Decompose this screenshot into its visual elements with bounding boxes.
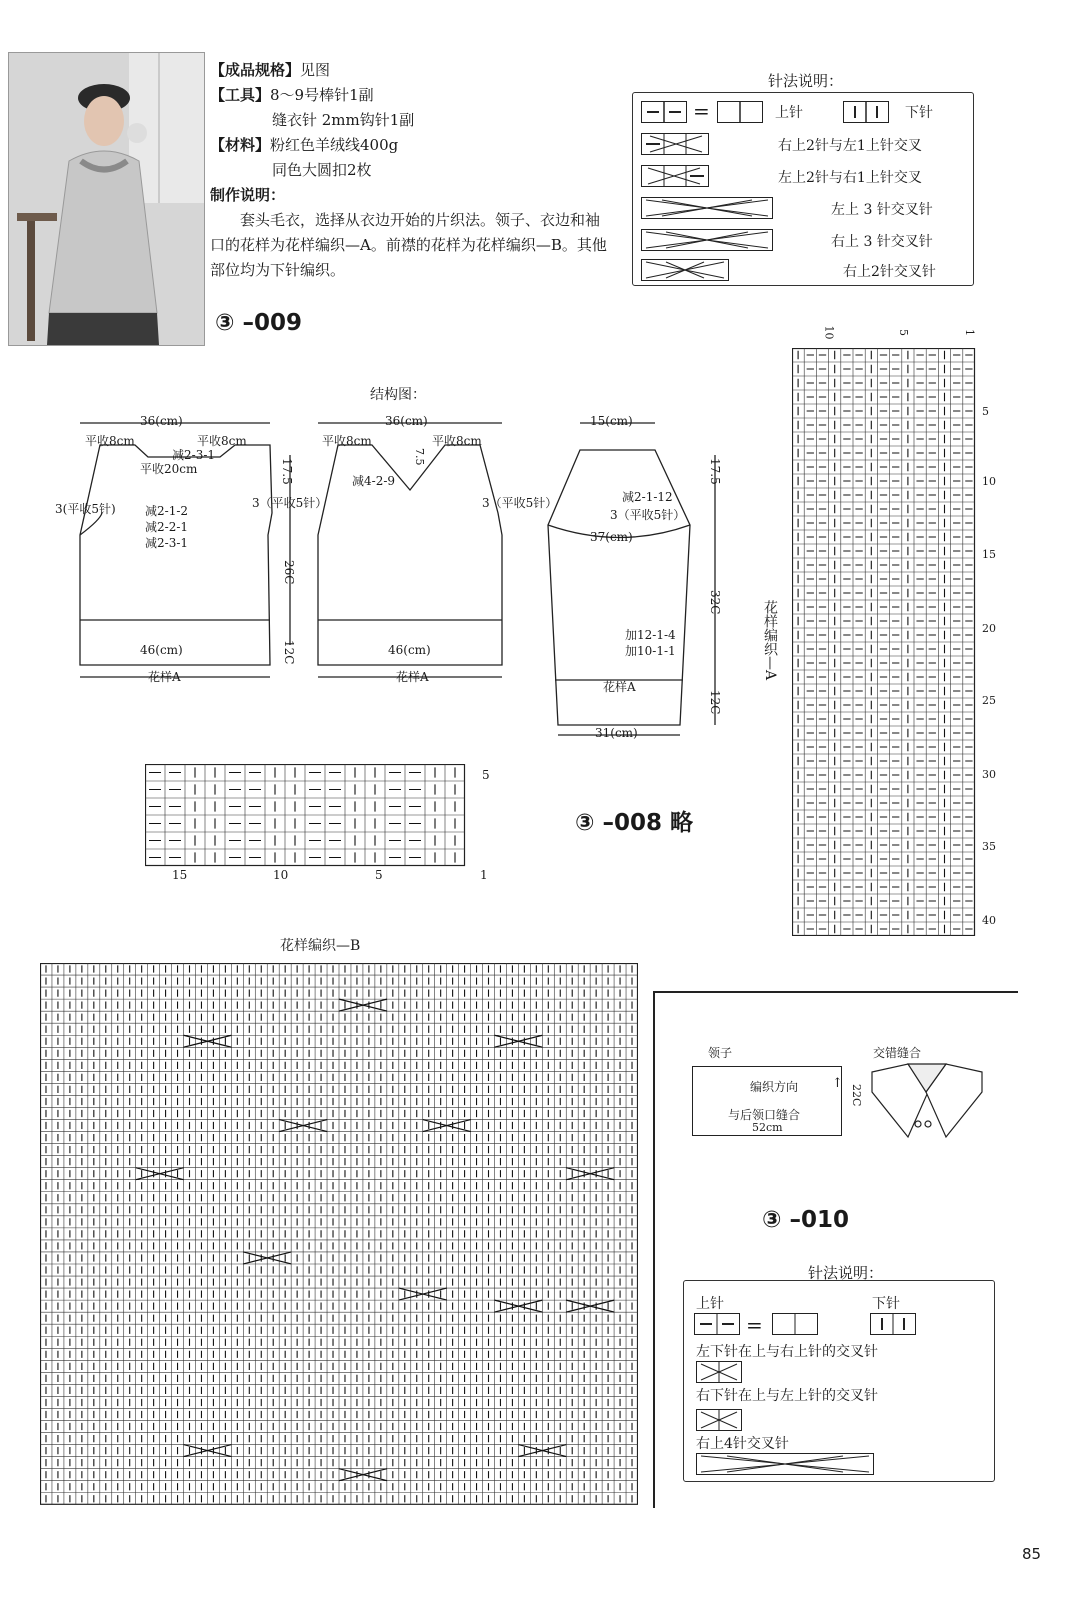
legend-b-cross-2: 右下针在上与左上针的交叉针 <box>696 1388 878 1404</box>
blank-symbol <box>717 101 763 123</box>
back-height-top: 17.5 <box>280 458 294 485</box>
small-grid-label-10: 10 <box>273 868 289 882</box>
collar-crossing-drawing <box>868 1062 986 1142</box>
back-neck-dec: 减2-3-1 <box>172 448 216 462</box>
back-dec-2: 减2-2-1 <box>145 520 189 534</box>
small-grid-label-15: 15 <box>172 868 188 882</box>
pattern-a-side-10: 10 <box>982 475 996 488</box>
pattern-a-side-30: 30 <box>982 768 996 781</box>
front-shoulder-l: 平收8cm <box>322 434 372 448</box>
instructions-title: 制作说明： <box>210 186 286 204</box>
small-grid-label-1: 1 <box>480 868 488 882</box>
cross-symbol-b3 <box>696 1453 874 1475</box>
small-grid-label-5: 5 <box>375 868 383 882</box>
back-width-bottom: 46(cm) <box>140 643 183 657</box>
back-rib-label: 花样A <box>148 670 181 684</box>
pattern-a-side-5: 5 <box>982 405 989 418</box>
front-width-top: 36(cm) <box>385 414 428 428</box>
back-armhole-r: 3（平收5针） <box>252 496 328 510</box>
sleeve-height-rib: 12C <box>708 690 722 715</box>
sleeve-height-cap: 17.5 <box>708 458 722 485</box>
tools-line1: 8～9号棒针1副 <box>270 86 374 104</box>
legend-top-box <box>632 92 974 286</box>
page-number: 85 <box>1022 1545 1042 1563</box>
back-armhole-l: 3(平收5针) <box>55 502 116 516</box>
legend-b-knit: 下针 <box>872 1296 900 1312</box>
sleeve-width-bottom: 31(cm) <box>595 726 638 740</box>
legend-cross-3: 左上 3 针交叉针 <box>831 202 933 218</box>
collar-width: 52cm <box>752 1121 783 1134</box>
cross-r3-symbol <box>641 229 773 251</box>
spec-value: 见图 <box>300 61 331 79</box>
knit-symbol <box>843 101 889 123</box>
legend-b-purl: 上针 <box>696 1296 724 1312</box>
legend-cross-4: 右上 3 针交叉针 <box>831 234 933 250</box>
sleeve-width-top: 15(cm) <box>590 414 633 428</box>
legend-knit: 下针 <box>905 105 933 121</box>
tools-label: 【工具】 <box>210 86 271 104</box>
materials-label: 【材料】 <box>210 136 271 154</box>
front-v-dec: 减4-2-9 <box>352 474 396 488</box>
pattern-a-top-label-10: 10 <box>822 325 836 340</box>
pattern-a-side-35: 35 <box>982 840 996 853</box>
cross-r2-symbol <box>641 259 729 281</box>
pattern-a-side-20: 20 <box>982 622 996 635</box>
cross-symbol-b1 <box>696 1361 742 1383</box>
back-shoulder-l: 平收8cm <box>85 434 135 448</box>
pattern-a-side-15: 15 <box>982 548 996 561</box>
legend-b-cross-3: 右上4针交叉针 <box>696 1436 789 1452</box>
front-shoulder-r: 平收8cm <box>432 434 482 448</box>
purl-symbol-b <box>694 1313 740 1335</box>
blank-symbol-b <box>772 1313 818 1335</box>
front-armhole-r: 3（平收5针） <box>482 496 558 510</box>
legend-bottom-title: 针法说明： <box>808 1264 884 1282</box>
equals-sign-b: = <box>746 1313 763 1337</box>
pattern-a-top-label-5: 5 <box>897 329 910 336</box>
pattern-id-008: ③ –008 略 <box>575 810 693 836</box>
pattern-id-009: ③ –009 <box>215 310 302 336</box>
equals-sign: = <box>693 99 710 123</box>
sleeve-armhole: 3（平收5针） <box>610 508 686 522</box>
front-width-bottom: 46(cm) <box>388 643 431 657</box>
structure-title: 结构图： <box>370 387 426 403</box>
collar-label: 领子 <box>708 1046 733 1060</box>
legend-b-cross-1: 左下针在上与右上针的交叉针 <box>696 1344 878 1360</box>
back-shoulder-r: 平收8cm <box>197 434 247 448</box>
pattern-a-side-25: 25 <box>982 694 996 707</box>
sleeve-height-body: 32C <box>708 590 722 615</box>
legend-cross-1: 右上2针与左1上针交叉 <box>778 138 922 154</box>
collar-height: 22C <box>850 1084 863 1107</box>
pattern-id-010: ③ –010 <box>762 1207 849 1233</box>
pattern-a-title: 花样编织—A <box>762 600 778 681</box>
back-height-body: 26C <box>282 560 296 585</box>
pattern-a-side-40: 40 <box>982 914 996 927</box>
legend-purl: 上针 <box>775 105 803 121</box>
sleeve-cap-dec: 减2-1-12 <box>622 490 673 504</box>
cross-l3-symbol <box>641 197 773 219</box>
back-height-rib: 12C <box>282 640 296 665</box>
sleeve-width-mid: 37(cm) <box>590 530 633 544</box>
back-width-top: 36(cm) <box>140 414 183 428</box>
legend-cross-2: 左上2针与右1上针交叉 <box>778 170 922 186</box>
crossing-label: 交错缝合 <box>873 1046 922 1060</box>
purl-symbol <box>641 101 687 123</box>
cross-l2r1-symbol <box>641 165 709 187</box>
pattern-a-top-label-1: 1 <box>963 329 976 336</box>
small-grid-row-label: 5 <box>482 768 490 782</box>
up-arrow-icon: ↑ <box>832 1076 843 1091</box>
back-neck-bind: 平收20cm <box>140 462 198 476</box>
model-photo-drawing <box>9 53 204 345</box>
knit-symbol-b <box>870 1313 916 1335</box>
front-v-depth: 7.5 <box>413 448 426 466</box>
cross-symbol-b2 <box>696 1409 742 1431</box>
tools-line2: 缝衣针 2mm钩针1副 <box>272 111 415 129</box>
spec-label: 【成品规格】 <box>210 61 301 79</box>
sleeve-inc-1: 加12-1-4 <box>625 628 676 642</box>
instructions-body: 套头毛衣，选择从衣边开始的片织法。领子、衣边和袖口的花样为花样编织—A。前襟的花样为花样编织—B。其他部位均为下针编织。 <box>210 211 607 279</box>
sleeve-rib-label: 花样A <box>603 680 636 694</box>
pattern-a-grid <box>792 348 976 936</box>
cross-r2l1-symbol <box>641 133 709 155</box>
materials-line2: 同色大圆扣2枚 <box>272 161 372 179</box>
materials-line1: 粉红色羊绒线400g <box>270 136 399 154</box>
collar-seam: 与后领口缝合 <box>728 1108 801 1122</box>
model-photo <box>8 52 205 346</box>
collar-direction: 编织方向 <box>750 1080 799 1094</box>
legend-bottom-box <box>683 1280 995 1482</box>
intro-text <box>210 58 610 283</box>
front-rib-label: 花样A <box>396 670 429 684</box>
pattern-b-grid <box>40 963 638 1505</box>
legend-top-title: 针法说明： <box>768 72 844 90</box>
pattern-b-title: 花样编织—B <box>280 938 361 954</box>
legend-cross-5: 右上2针交叉针 <box>843 264 936 280</box>
small-rib-grid <box>145 764 467 870</box>
sleeve-inc-2: 加10-1-1 <box>625 644 676 658</box>
back-dec-3: 减2-3-1 <box>145 536 189 550</box>
back-dec-1: 减2-1-2 <box>145 504 189 518</box>
